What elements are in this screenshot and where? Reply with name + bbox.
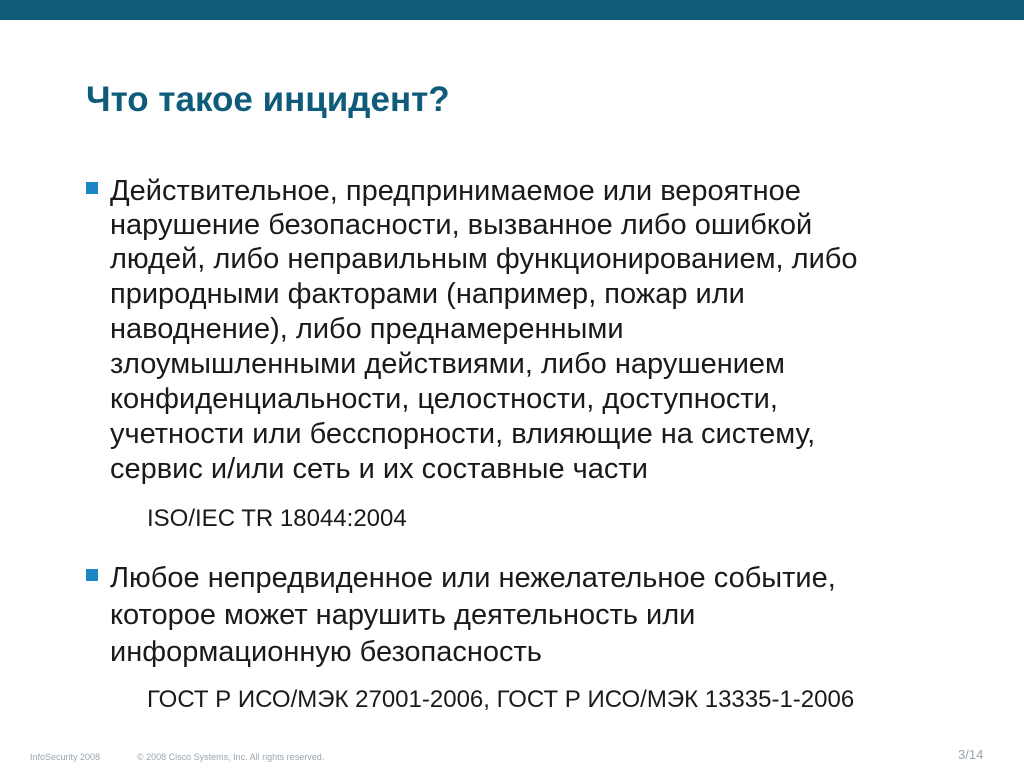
- bullet-1-line-5: наводнение), либо преднамеренными: [110, 313, 624, 345]
- bullet-2-reference: ГОСТ Р ИСО/МЭК 27001-2006, ГОСТ Р ИСО/МЭК 13335-1-2006: [147, 686, 855, 713]
- bullet-1-line-1: Действительное, предпринимаемое или вероятное: [110, 175, 801, 207]
- bullet-1-line-3: людей, либо неправильным функционированием, либо: [110, 243, 858, 275]
- slide-title: Что такое инцидент?: [86, 80, 450, 119]
- bullet-2-line-2: которое может нарушить деятельность или: [110, 599, 696, 631]
- bullet-1-line-9: сервис и/или сеть и их составные части: [110, 453, 648, 485]
- bullet-2-line-1: Любое непредвиденное или нежелательное событие,: [110, 562, 836, 594]
- bullet-marker: [86, 182, 98, 194]
- bullet-1-line-8: учетности или бесспорности, влияющие на систему,: [110, 418, 816, 450]
- page-number: 3/14: [958, 747, 984, 762]
- bullet-marker: [86, 569, 98, 581]
- bullet-1-line-2: нарушение безопасности, вызванное либо ошибкой: [110, 209, 813, 241]
- bullet-1-line-7: конфиденциальности, целостности, доступности,: [110, 383, 778, 415]
- bullet-1-line-4: природными факторами (например, пожар или: [110, 278, 745, 310]
- top-accent-bar: [0, 0, 1024, 20]
- bullet-2-line-3: информационную безопасность: [110, 636, 542, 668]
- bullet-1-reference: ISO/IEC TR 18044:2004: [147, 505, 407, 532]
- footer-copyright: © 2008 Cisco Systems, Inc. All rights reserved.: [137, 752, 325, 762]
- bullet-1-line-6: злоумышленными действиями, либо нарушением: [110, 348, 785, 380]
- footer-event: InfoSecurity 2008: [30, 752, 101, 762]
